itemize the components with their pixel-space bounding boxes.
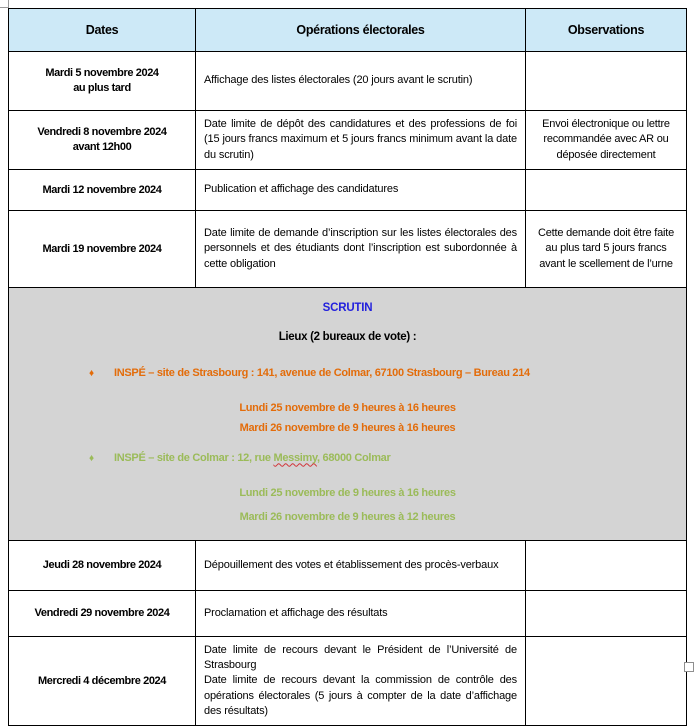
table-row xyxy=(9,541,687,591)
table-move-handle-icon xyxy=(0,0,9,8)
diamond-bullet-icon: ♦ xyxy=(89,452,94,464)
colmar-times xyxy=(9,487,686,524)
list-item-colmar xyxy=(89,452,672,465)
scrutin-row xyxy=(9,288,687,541)
table-row xyxy=(9,211,687,288)
colmar-time-1: Lundi 25 novembre de 9 heures à 16 heures xyxy=(239,486,456,499)
header-observations: Observations xyxy=(526,9,687,52)
colmar-location-label: INSPÉ – site de Colmar : 12, rue Messimy, 68000 Colmar xyxy=(114,451,391,464)
operation-cell: Dépouillement des votes et établissement des procès-verbaux xyxy=(196,541,526,591)
operation-cell: Date limite de dépôt des candidatures et des professions de foi (15 jours francs maximum et 5 jours francs minimum avant la date du scrutin) xyxy=(196,111,526,170)
strasbourg-time-1: Lundi 25 novembre de 9 heures à 16 heures xyxy=(239,402,456,415)
operation-cell: Affichage des listes électorales (20 jours avant le scrutin) xyxy=(196,52,526,111)
observation-cell: Envoi électronique ou lettre recommandée avec AR ou déposée directement xyxy=(526,111,687,170)
operation-cell: Publication et affichage des candidatures xyxy=(196,170,526,211)
date-cell: Mercredi 4 décembre 2024 xyxy=(9,637,196,726)
header-dates: Dates xyxy=(9,9,196,52)
table-header-row xyxy=(9,9,687,52)
scrutin-title: SCRUTIN xyxy=(322,302,373,314)
misspelled-word: Messimy xyxy=(273,451,318,464)
list-item-strasbourg xyxy=(89,367,672,380)
date-cell: Vendredi 8 novembre 2024 avant 12h00 xyxy=(9,111,196,170)
observation-cell xyxy=(526,170,687,211)
operation-cell: Proclamation et affichage des résultats xyxy=(196,591,526,637)
colmar-time-2: Mardi 26 novembre de 9 heures à 12 heures xyxy=(239,510,456,523)
date-cell: Mardi 19 novembre 2024 xyxy=(9,211,196,288)
table-row xyxy=(9,170,687,211)
observation-cell xyxy=(526,52,687,111)
strasbourg-times xyxy=(9,402,686,435)
table-row xyxy=(9,52,687,111)
observation-cell xyxy=(526,591,687,637)
date-cell: Mardi 12 novembre 2024 xyxy=(9,170,196,211)
operation-line-1: Date limite de recours devant le Président de l’Université de Strasbourg xyxy=(204,643,517,671)
diamond-bullet-icon: ♦ xyxy=(89,368,94,379)
scrutin-section xyxy=(9,288,687,541)
observation-cell: Cette demande doit être faite au plus tard 5 jours francs avant le scellement de l’urne xyxy=(526,211,687,288)
table-row xyxy=(9,637,687,726)
header-operations: Opérations électorales xyxy=(196,9,526,52)
election-schedule-table xyxy=(8,8,687,726)
operation-cell: Date limite de demande d’inscription sur les listes électorales des personnels et des étudiants dont l’inscription est subordonnée à cette obligation xyxy=(196,211,526,288)
strasbourg-location-label: INSPÉ – site de Strasbourg : 141, avenue de Colmar, 67100 Strasbourg – Bureau 214 xyxy=(114,367,530,379)
date-cell: Mardi 5 novembre 2024 au plus tard xyxy=(9,52,196,111)
table-resize-handle[interactable] xyxy=(684,662,694,672)
observation-cell xyxy=(526,541,687,591)
table-row xyxy=(9,111,687,170)
date-cell: Jeudi 28 novembre 2024 xyxy=(9,541,196,591)
table-row xyxy=(9,591,687,637)
date-cell: Vendredi 29 novembre 2024 xyxy=(9,591,196,637)
operation-cell xyxy=(196,637,526,726)
operation-line-2: Date limite de recours devant la commission de contrôle des opérations électorales (5 jours à compter de la date d’affichage des résultats) xyxy=(204,674,517,718)
scrutin-subtitle: Lieux (2 bureaux de vote) : xyxy=(278,331,417,343)
observation-cell xyxy=(526,637,687,726)
strasbourg-time-2: Mardi 26 novembre de 9 heures à 16 heures xyxy=(239,422,456,435)
